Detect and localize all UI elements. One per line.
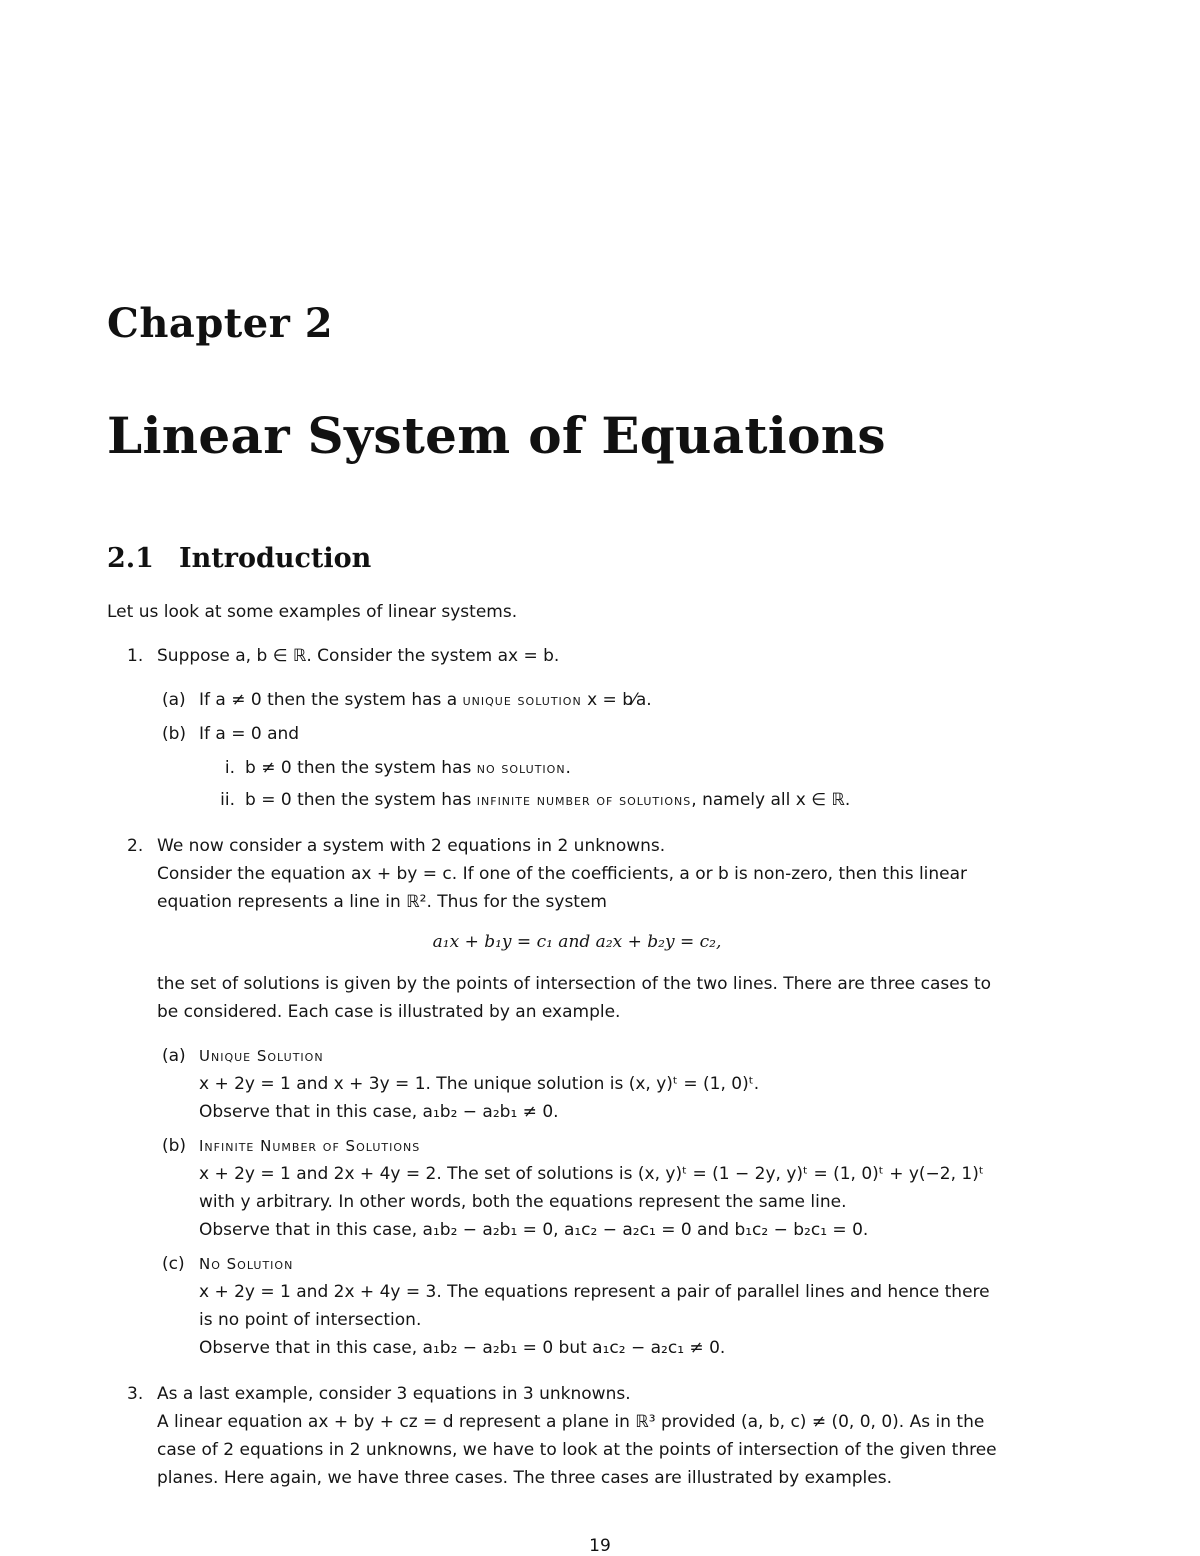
chapter-label: Chapter 2 [107,300,334,347]
section-number: 2.1 [107,543,154,574]
list-marker: (b) [162,1136,187,1156]
item3-line2: A linear equation ax + by + cz = d represent a plane in ℝ³ provided (a, b, c) ≠ (0, 0, 0). As in the case of 2 equations in 2 unknowns, we have to look at the points of intersection of the given three planes. Here again, we have three cases. The three cases are illustrated by examples. [157,1412,997,1488]
item2-line3: the set of solutions is given by the points of intersection of the two lines. There are three cases to be considered. Each case is illustrated by an example. [157,974,992,1022]
examples-list [107,642,997,686]
item1-text: Suppose a, b ∈ ℝ. Consider the system ax = b. [157,646,560,666]
item1-case-b-i: i. b ≠ 0 then the system has no solution. [107,754,997,786]
item1-case-b: (b) If a = 0 and [107,720,997,754]
list-marker: (c) [162,1254,185,1274]
term-no-solution: no solution [476,759,566,777]
chapter-title: Linear System of Equations [107,406,886,465]
case-title-unique: Unique Solution [199,1047,324,1065]
list-marker: (a) [162,690,186,710]
item1-case-b-ii: ii. b = 0 then the system has infinite number of solutions, namely all x ∈ ℝ. [107,786,997,814]
term-infinite-solutions: infinite number of solutions [476,791,692,809]
section-title: Introduction [179,543,372,574]
section-heading [107,543,371,574]
item2-case-b: (b) Infinite Number of Solutions x + 2y = 1 and 2x + 4y = 2. The set of solutions is (x, y)ᵗ = (1 − 2y, y)ᵗ = (1, 0)ᵗ + y(−2, 1)ᵗ with y arbitrary. In other words, both the equations represent the same line. Observe that in this case, a₁b₂ − a₂b₁ = 0, a₁c₂ − a₂c₁ = 0 and b₁c₂ − b₂c₁ = 0. [107,1132,997,1250]
list-marker: ii. [220,790,235,810]
item3-line1: As a last example, consider 3 equations in 3 unknowns. [157,1384,631,1404]
list-item-2 [107,832,997,1042]
case-title-infinite: Infinite Number of Solutions [199,1137,421,1155]
list-marker: 3. [127,1384,144,1404]
page-number: 19 [589,1536,611,1556]
item2-line1: We now consider a system with 2 equations in 2 unknowns. [157,836,666,856]
item1-case-a: (a) If a ≠ 0 then the system has a unique solution x = b⁄a. [107,686,997,720]
list-marker: i. [224,758,235,778]
list-item-3 [107,1380,997,1492]
item1-subsublist [107,754,997,814]
item2-case-a: (a) Unique Solution x + 2y = 1 and x + 3y = 1. The unique solution is (x, y)ᵗ = (1, 0)ᵗ. Observe that in this case, a₁b₂ − a₂b₁ ≠ 0. [107,1042,997,1132]
display-equation: a₁x + b₁y = c₁ and a₂x + b₂y = c₂, [432,932,722,952]
item2-line2: Consider the equation ax + by = c. If one of the coefficients, a or b is non-zero, then this linear equation represents a line in ℝ². Thus for the system [157,864,968,912]
list-marker: 1. [127,646,144,666]
body-text [107,598,997,1492]
list-marker: (a) [162,1046,186,1066]
list-marker: 2. [127,836,144,856]
item1-sublist [107,686,997,754]
intro-paragraph: Let us look at some examples of linear systems. [107,602,518,622]
case-title-none: No Solution [199,1255,294,1273]
list-marker: (b) [162,724,187,744]
term-unique-solution: unique solution [462,691,582,709]
item2-case-c: (c) No Solution x + 2y = 1 and 2x + 4y = 3. The equations represent a pair of parallel lines and hence there is no point of intersection. Observe that in this case, a₁b₂ − a₂b₁ = 0 but a₁c₂ − a₂c₁ ≠ 0. [107,1250,997,1362]
item2-sublist [107,1042,997,1362]
list-item-1 [107,642,997,686]
